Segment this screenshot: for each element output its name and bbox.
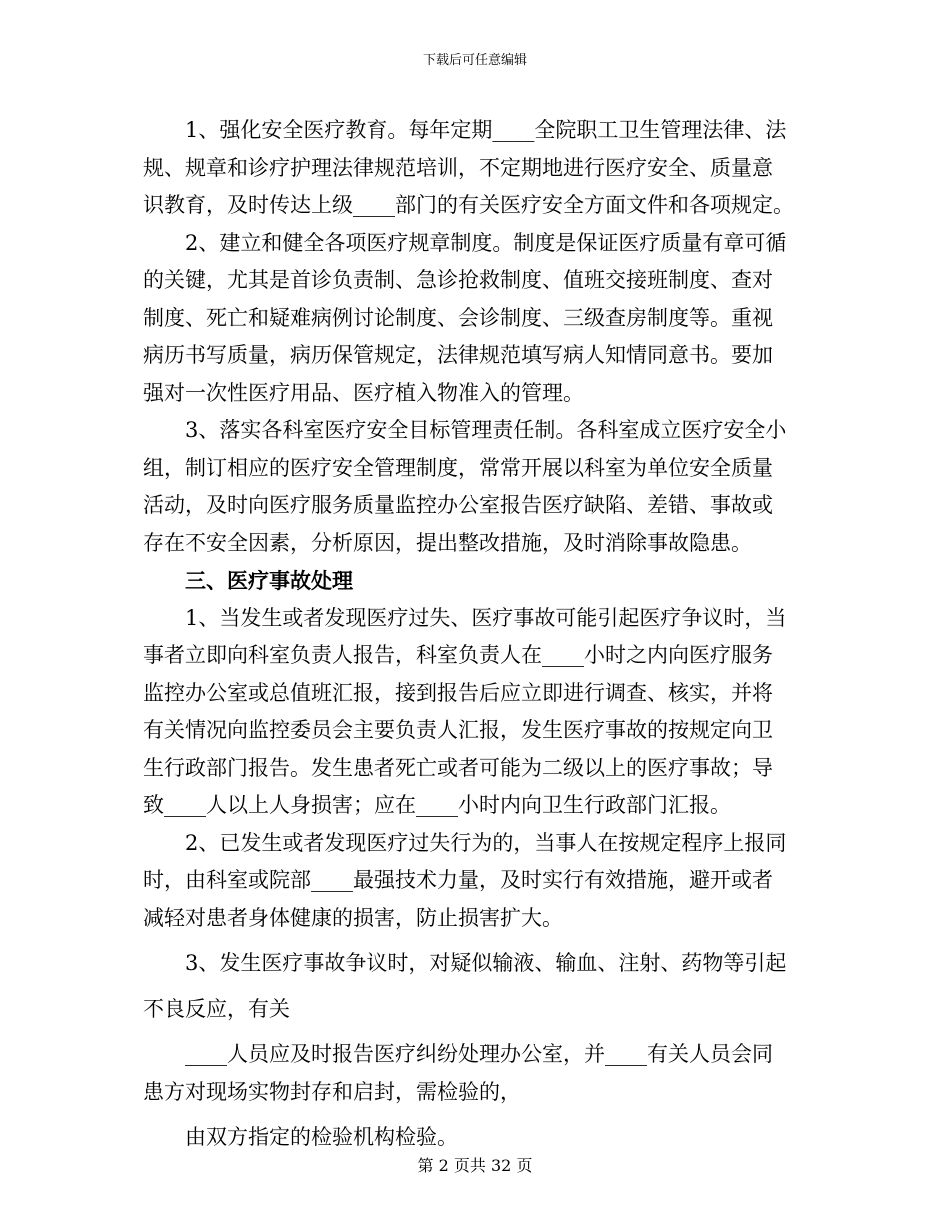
paragraph-line: 制度、死亡和疑难病例讨论制度、会诊制度、三级查房制度等。重视 (143, 305, 773, 330)
paragraph-line: 存在不安全因素，分析原因，提出整改措施，及时消除事故隐患。 (143, 530, 752, 555)
paragraph-line: 2、已发生或者发现医疗过失行为的，当事人在按规定程序上报同 (185, 830, 787, 855)
paragraph-line: 监控办公室或总值班汇报，接到报告后应立即进行调查、核实，并将 (143, 680, 773, 705)
paragraph-line: 2、建立和健全各项医疗规章制度。制度是保证医疗质量有章可循 (185, 230, 787, 255)
paragraph-line: 3、发生医疗事故争议时，对疑似输液、输血、注射、药物等引起 (185, 951, 787, 975)
paragraph-line: 致____人以上人身损害；应在____小时内向卫生行政部门汇报。 (143, 793, 731, 817)
paragraph-line: 组，制订相应的医疗安全管理制度，常常开展以科室为单位安全质量 (143, 455, 773, 480)
section-heading: 三、医疗事故处理 (185, 568, 353, 593)
paragraph-line: 规、规章和诊疗护理法律规范培训，不定期地进行医疗安全、质量意 (143, 155, 773, 180)
paragraph-line: 识教育，及时传达上级____部门的有关医疗安全方面文件和各项规定。 (143, 193, 794, 217)
page-number: 第 2 页共 32 页 (417, 1156, 533, 1175)
paragraph-line: 减轻对患者身体健康的损害，防止损害扩大。 (143, 905, 563, 930)
paragraph-line: 有关情况向监控委员会主要负责人汇报，发生医疗事故的按规定向卫 (143, 718, 773, 742)
paragraph-line: 1、强化安全医疗教育。每年定期____全院职工卫生管理法律、法 (185, 118, 787, 142)
paragraph-line: 3、落实各科室医疗安全目标管理责任制。各科室成立医疗安全小 (185, 418, 787, 442)
paragraph-line: ____人员应及时报告医疗纠纷处理办公室，并____有关人员会同 (185, 1042, 773, 1066)
paragraph-line: 由双方指定的检验机构检验。 (185, 1125, 458, 1149)
paragraph-line: 不良反应，有关 (143, 996, 290, 1021)
paragraph-line: 病历书写质量，病历保管规定，法律规范填写病人知情同意书。要加 (143, 343, 773, 367)
paragraph-line: 生行政部门报告。发生患者死亡或者可能为二级以上的医疗事故；导 (143, 755, 773, 780)
paragraph-line: 1、当发生或者发现医疗过失、医疗事故可能引起医疗争议时，当 (185, 605, 787, 630)
document-body (143, 112, 819, 1157)
page-header: 下载后可任意编辑 (422, 53, 527, 68)
paragraph-line: 强对一次性医疗用品、医疗植入物准入的管理。 (143, 380, 584, 405)
paragraph-line: 的关键，尤其是首诊负责制、急诊抢救制度、值班交接班制度、查对 (143, 268, 773, 292)
paragraph-line: 活动，及时向医疗服务质量监控办公室报告医疗缺陷、差错、事故或 (143, 493, 773, 517)
paragraph-line: 时，由科室或院部____最强技术力量，及时实行有效措施，避开或者 (143, 868, 773, 892)
paragraph-line: 患方对现场实物封存和启封，需检验的， (143, 1079, 521, 1104)
paragraph-line: 事者立即向科室负责人报告，科室负责人在____小时之内向医疗服务 (143, 643, 773, 667)
